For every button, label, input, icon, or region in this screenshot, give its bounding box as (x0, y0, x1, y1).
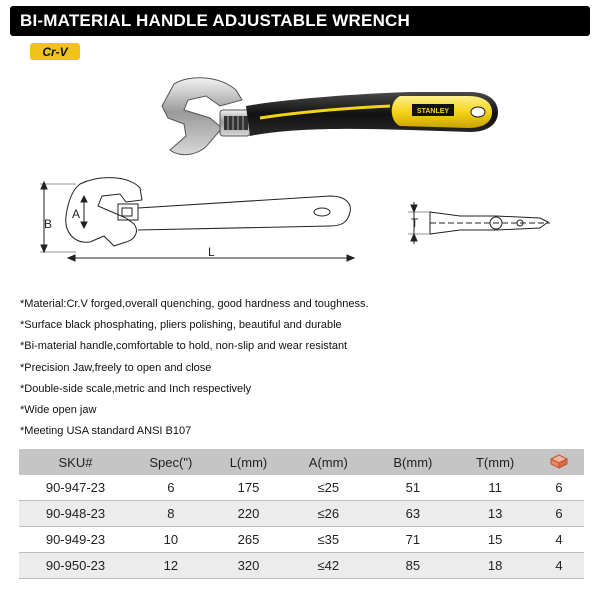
cell-spec: 12 (132, 553, 210, 579)
cell-thickness: 13 (456, 501, 534, 527)
header-jaw-opening: A(mm) (287, 449, 369, 475)
cell-quantity: 6 (534, 501, 584, 527)
cell-spec: 10 (132, 527, 210, 553)
cell-sku: 90-950-23 (19, 553, 132, 579)
brand-mark: STANLEY (416, 108, 450, 115)
wrench-handle (246, 92, 498, 136)
wrench-dimension-diagram (30, 172, 360, 272)
cell-length: 265 (210, 527, 287, 553)
cell-jaw-opening: ≤26 (287, 501, 369, 527)
cell-quantity: 6 (534, 475, 584, 501)
feature-list (20, 297, 580, 445)
feature-item: *Meeting USA standard ANSI B107 (20, 425, 192, 438)
header-quantity (534, 449, 584, 475)
cell-spec: 8 (132, 501, 210, 527)
dimension-label-a: A (72, 207, 81, 221)
cell-thickness: 18 (456, 553, 534, 579)
feature-item: *Bi-material handle,comfortable to hold, non-slip and wear resistant (20, 340, 348, 353)
material-badge: Cr-V (30, 43, 80, 60)
header-length: L(mm) (210, 449, 287, 475)
title-bar (10, 6, 590, 36)
table-row (19, 475, 584, 501)
cell-quantity: 4 (534, 527, 584, 553)
dimension-label-l: L (208, 245, 215, 259)
cell-jaw-opening: ≤42 (287, 553, 369, 579)
feature-item: *Precision Jaw,freely to open and close (20, 361, 212, 374)
feature-item: *Material:Cr.V forged,overall quenching, good hardness and toughness. (20, 298, 369, 310)
header-sku: SKU# (19, 449, 132, 475)
wrench-product-image (150, 66, 500, 166)
cell-length: 220 (210, 501, 287, 527)
table-header-row (19, 449, 584, 475)
header-head-width: B(mm) (369, 449, 456, 475)
carton-box-icon (549, 453, 569, 469)
cell-sku: 90-948-23 (19, 501, 132, 527)
spec-table (19, 449, 584, 579)
cell-quantity: 4 (534, 553, 584, 579)
cell-head-width: 71 (369, 527, 456, 553)
cell-length: 175 (210, 475, 287, 501)
cell-thickness: 11 (456, 475, 534, 501)
cell-head-width: 63 (369, 501, 456, 527)
cell-head-width: 85 (369, 553, 456, 579)
table-row (19, 501, 584, 527)
cell-sku: 90-947-23 (19, 475, 132, 501)
cell-jaw-opening: ≤25 (287, 475, 369, 501)
cell-head-width: 51 (369, 475, 456, 501)
header-spec: Spec(") (132, 449, 210, 475)
table-row (19, 527, 584, 553)
cell-length: 320 (210, 553, 287, 579)
wrench-head (162, 78, 250, 155)
page-title: BI-MATERIAL HANDLE ADJUSTABLE WRENCH (20, 11, 410, 30)
dimension-label-b: B (44, 217, 53, 231)
feature-item: *Double-side scale,metric and Inch respectively (20, 382, 252, 395)
cell-spec: 6 (132, 475, 210, 501)
cell-thickness: 15 (456, 527, 534, 553)
dimension-label-t: T (411, 216, 419, 230)
feature-item: *Wide open jaw (20, 403, 97, 416)
cell-jaw-opening: ≤35 (287, 527, 369, 553)
feature-item: *Surface black phosphating, pliers polishing, beautiful and durable (20, 319, 342, 332)
cell-sku: 90-949-23 (19, 527, 132, 553)
wrench-thickness-diagram (400, 192, 560, 252)
header-thickness: T(mm) (456, 449, 534, 475)
table-row (19, 553, 584, 579)
